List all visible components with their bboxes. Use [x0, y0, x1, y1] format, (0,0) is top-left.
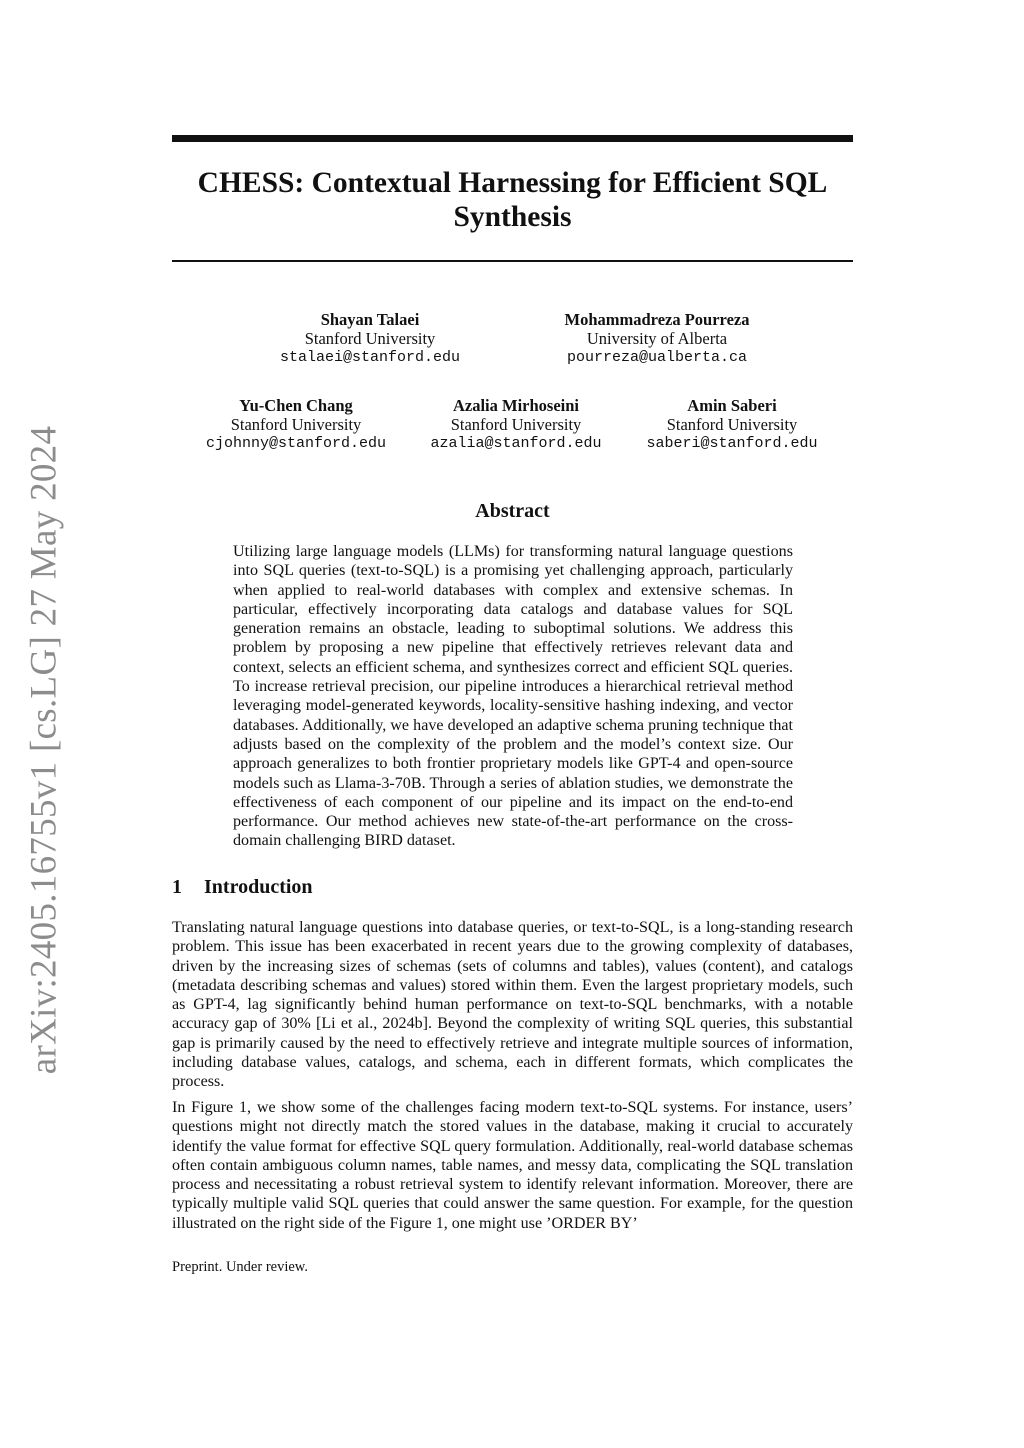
abstract-text: Utilizing large language models (LLMs) for transforming natural language questions into SQL queries (text-to-SQL) is a promising yet challenging approach, particularly when applied to real-world databases with complex and extensive schemas. In particular, effectively incorporating data catalogs and database values for SQL generation remains an obstacle, leading to suboptimal solutions. We address this problem by proposing a new pipeline that effectively retrieves relevant data and context, selects an efficient schema, and synthesizes correct and efficient SQL queries. To increase retrieval precision, our pipeline introduces a hierarchical retrieval method leveraging model-generated keywords, locality-sensitive hashing indexing, and vector databases. Additionally, we have developed an adaptive schema pruning technique that adjusts based on the complexity of the problem and the model’s context size. Our approach generalizes to both frontier proprietary models like GPT-4 and open-source models such as Llama-3-70B. Through a series of ablation studies, we demonstrate the effectiveness of each component of our pipeline and its impact on the end-to-end performance. Our method achieves new state-of-the-art performance on the cross-domain challenging BIRD dataset. [233, 543, 793, 850]
author-email[interactable]: pourreza@ualberta.ca [566, 349, 748, 366]
author-block [646, 396, 817, 453]
author-affiliation: Stanford University [230, 415, 362, 434]
body-paragraph: Translating natural language questions into database queries, or text-to-SQL, is a long-standing research problem. This issue has been exacerbated in recent years due to the growing complexity of databases, driven by the increasing sizes of schemas (sets of columns and tables), values (content), and catalogs (metadata describing schemas and values) stored within them. Even the largest proprietary models, such as GPT-4, lag significantly behind human performance on text-to-SQL benchmarks, with a notable accuracy gap of 30% [Li et al., 2024b]. Beyond the complexity of writing SQL queries, this substantial gap is primarily caused by the need to effectively retrieve and integrate multiple sources of information, including database values, catalogs, and schema, each in different formats, which complicates the process. [172, 919, 853, 1091]
author-block [565, 310, 750, 367]
section-title: Introduction [204, 876, 313, 898]
paper-title: CHESS: Contextual Harnessing for Efficient SQL Synthesis [197, 167, 828, 233]
author-email[interactable]: azalia@stanford.edu [430, 435, 602, 452]
author-affiliation: Stanford University [450, 415, 582, 434]
author-email[interactable]: cjohnny@stanford.edu [205, 435, 387, 452]
section-number: 1 [172, 876, 182, 898]
author-name: Mohammadreza Pourreza [564, 310, 750, 329]
title-rule-bottom [172, 260, 853, 262]
arxiv-identifier [14, 425, 74, 1075]
author-name: Azalia Mirhoseini [452, 396, 580, 415]
author-affiliation: Stanford University [304, 329, 436, 348]
author-block [280, 310, 460, 367]
body-paragraph: In Figure 1, we show some of the challenges facing modern text-to-SQL systems. For instance, users’ questions might not directly match the stored values in the database, making it crucial to accurately identify the value format for effective SQL query formulation. Additionally, real-world database schemas often contain ambiguous column names, table names, and messy data, complicating the SQL translation process and necessitating a robust retrieval system to identify relevant information. Moreover, there are typically multiple valid SQL queries that could answer the same question. For example, for the question illustrated on the right side of the Figure 1, one might use ’ORDER BY’ [172, 1099, 853, 1232]
author-name: Amin Saberi [687, 396, 777, 415]
author-email[interactable]: stalaei@stanford.edu [279, 349, 461, 366]
arxiv-identifier-text: arXiv:2405.16755v1 [cs.LG] 27 May 2024 [23, 425, 65, 1075]
author-affiliation: Stanford University [666, 415, 798, 434]
author-block [206, 396, 386, 453]
section-heading [172, 876, 313, 899]
author-affiliation: University of Alberta [586, 329, 728, 348]
author-name: Yu-Chen Chang [239, 396, 353, 415]
author-name: Shayan Talaei [320, 310, 420, 329]
title-rule-top [172, 135, 853, 142]
abstract-heading: Abstract [475, 500, 550, 522]
author-email[interactable]: saberi@stanford.edu [646, 435, 818, 452]
author-block [430, 396, 601, 453]
footer-note: Preprint. Under review. [172, 1259, 308, 1275]
